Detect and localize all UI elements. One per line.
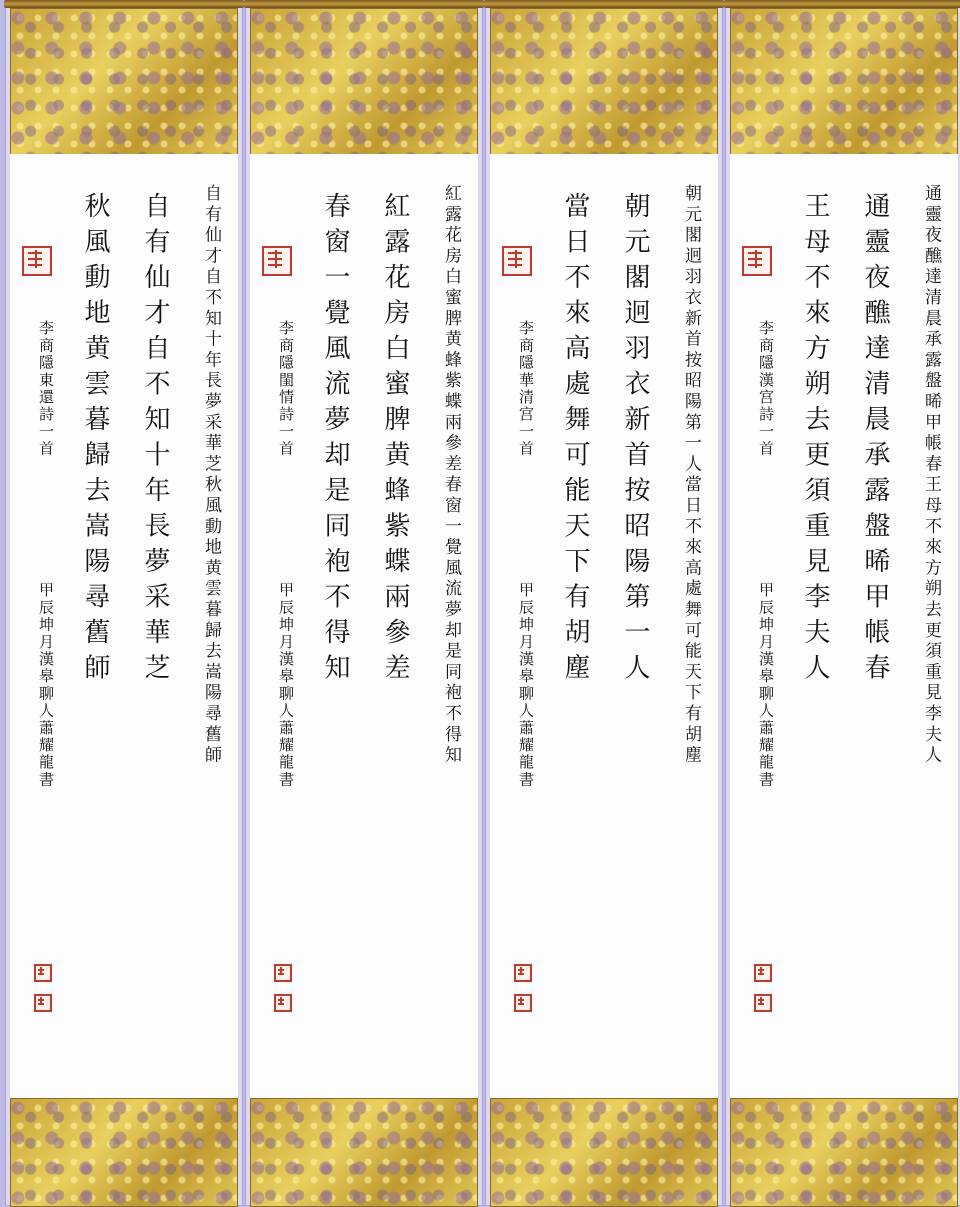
- collector-seal: [502, 246, 532, 276]
- poem-title: 李商隱東還詩一首: [37, 320, 55, 458]
- poem-column-1: 朝元閣迥羽衣新首按昭陽第一人: [620, 192, 650, 689]
- poem-transcription: 通靈夜醮達清晨承露盤晞甲帳春王母不來方朔去更須重見李夫人: [921, 184, 941, 767]
- name-seal: [514, 964, 532, 982]
- name-seal-2: [34, 994, 52, 1012]
- poem-column-2: 秋風動地黄雲暮歸去嵩陽尋舊師: [80, 192, 110, 689]
- signature: 甲辰坤月漢皋聊人蕭耀龍書: [277, 582, 295, 789]
- name-seal-2: [514, 994, 532, 1012]
- poem-transcription: 紅露花房白蜜脾黄蜂紫蝶兩參差春窗一覺風流夢却是同袍不得知: [441, 184, 461, 767]
- signature: 甲辰坤月漢皋聊人蕭耀龍書: [757, 582, 775, 789]
- poem-title: 李商隱閨情詩一首: [277, 320, 295, 458]
- top-rod: [484, 0, 724, 8]
- brocade-footer: [10, 1098, 238, 1207]
- brocade-header: [10, 8, 238, 155]
- signature: 甲辰坤月漢皋聊人蕭耀龍書: [37, 582, 55, 789]
- top-rod: [724, 0, 960, 8]
- calligraphy-scroll-3: [486, 0, 722, 1205]
- brocade-footer: [250, 1098, 478, 1207]
- poem-column-1: 自有仙才自不知十年長夢采華芝: [140, 192, 170, 689]
- calligraphy-scroll-4: [726, 0, 960, 1205]
- poem-column-2: 春窗一覺風流夢却是同袍不得知: [320, 192, 350, 689]
- brocade-header: [730, 8, 958, 155]
- collector-seal: [742, 246, 772, 276]
- name-seal-2: [754, 994, 772, 1012]
- scroll-paper: [250, 154, 478, 1098]
- poem-column-2: 王母不來方朔去更須重見李夫人: [800, 192, 830, 689]
- poem-transcription: 自有仙才自不知十年長夢采華芝秋風動地黄雲暮歸去嵩陽尋舊師: [201, 184, 221, 767]
- calligraphy-scroll-1: [6, 0, 242, 1205]
- brocade-header: [490, 8, 718, 155]
- scroll-paper: [10, 154, 238, 1098]
- name-seal: [34, 964, 52, 982]
- top-rod: [4, 0, 244, 8]
- name-seal-2: [274, 994, 292, 1012]
- poem-column-1: 紅露花房白蜜脾黄蜂紫蝶兩參差: [380, 192, 410, 689]
- signature: 甲辰坤月漢皋聊人蕭耀龍書: [517, 582, 535, 789]
- name-seal: [754, 964, 772, 982]
- poem-title: 李商隱華清宫一首: [517, 320, 535, 458]
- poem-title: 李商隱漢宫詩一首: [757, 320, 775, 458]
- scroll-paper: [730, 154, 958, 1098]
- poem-column-1: 通靈夜醮達清晨承露盤晞甲帳春: [860, 192, 890, 689]
- poem-transcription: 朝元閣迥羽衣新首按昭陽第一人當日不來高處舞可能天下有胡塵: [681, 184, 701, 767]
- collector-seal: [22, 246, 52, 276]
- collector-seal: [262, 246, 292, 276]
- name-seal: [274, 964, 292, 982]
- top-rod: [244, 0, 484, 8]
- scroll-paper: [490, 154, 718, 1098]
- brocade-header: [250, 8, 478, 155]
- calligraphy-scroll-2: [246, 0, 482, 1205]
- brocade-footer: [490, 1098, 718, 1207]
- brocade-footer: [730, 1098, 958, 1207]
- poem-column-2: 當日不來高處舞可能天下有胡塵: [560, 192, 590, 689]
